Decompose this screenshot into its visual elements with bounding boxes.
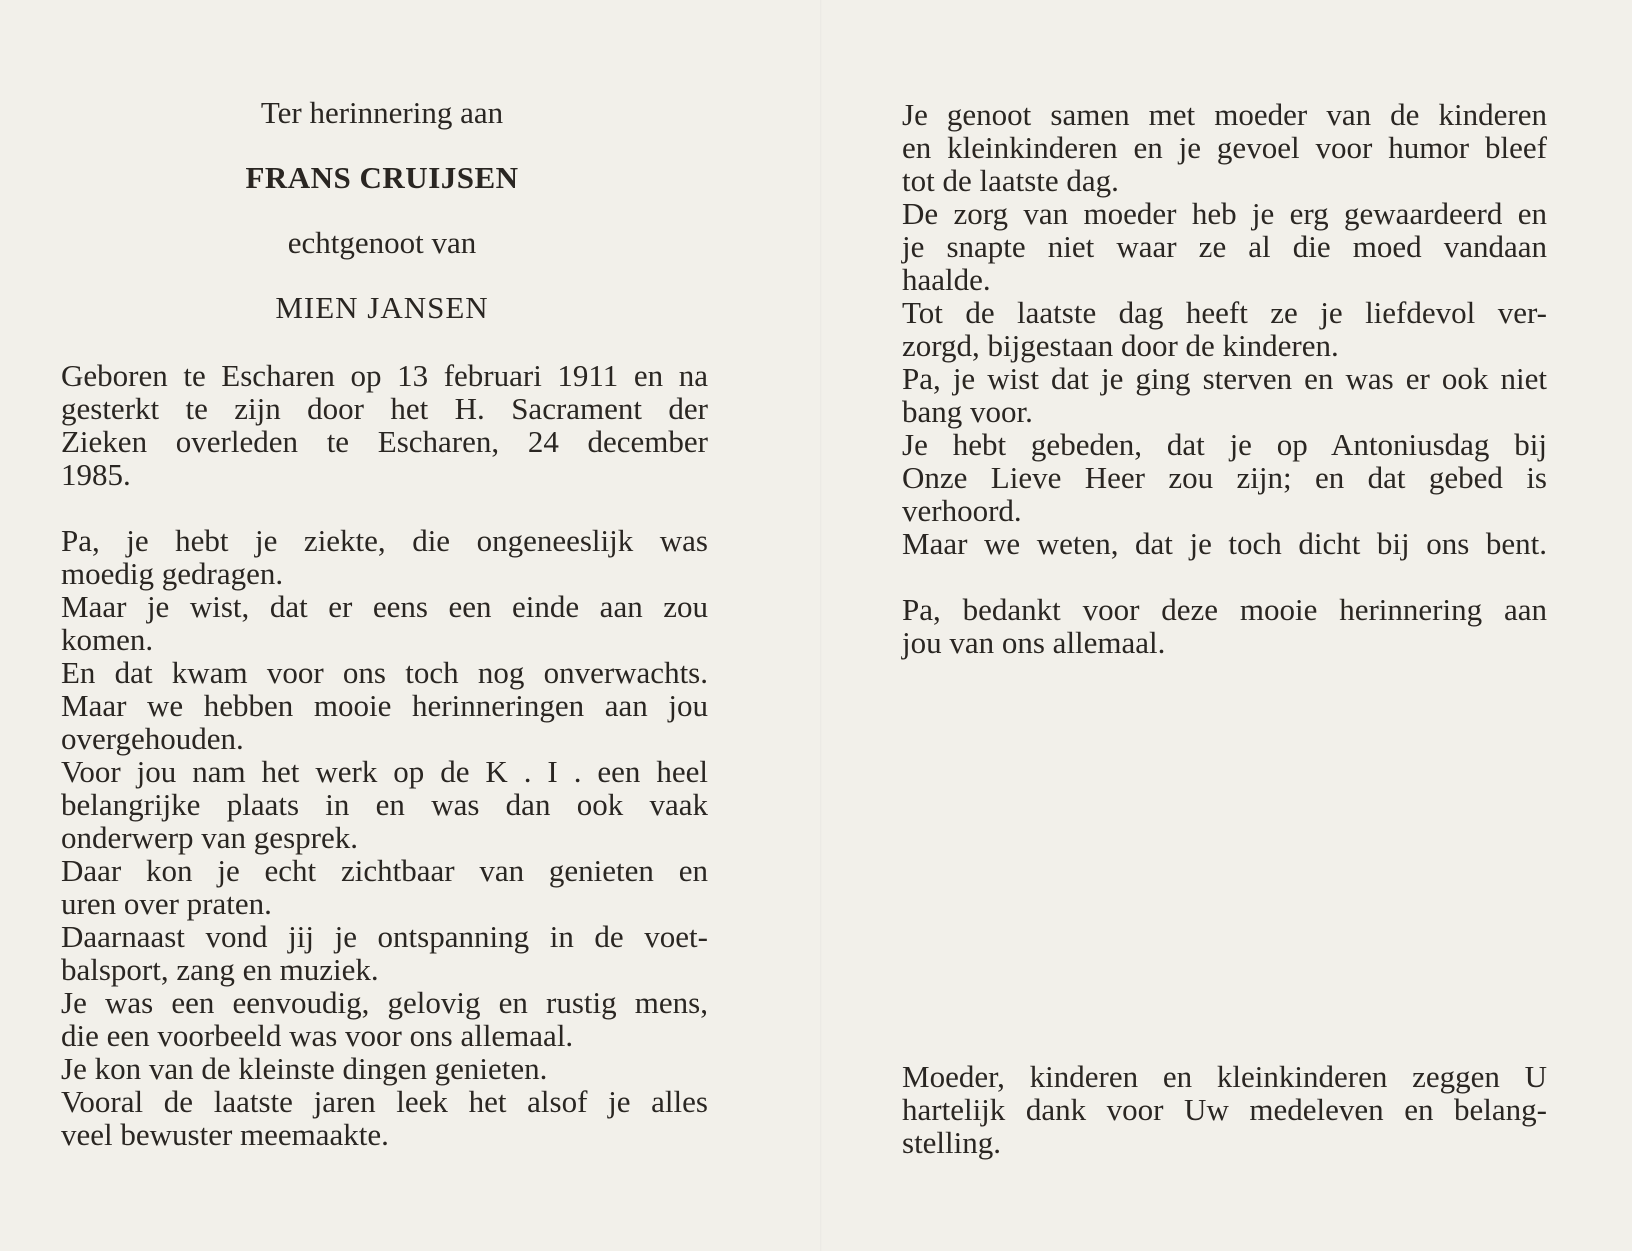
- intro-line: Ter herinnering aan: [260, 95, 504, 130]
- deceased-name: FRANS CRUIJSEN: [245, 160, 519, 195]
- tribute-line: tot de laatste dag.: [902, 163, 1119, 198]
- tribute-line: Maar je wist, dat er eens een einde aan zou: [61, 589, 708, 624]
- spouse-name: MIEN JANSEN: [275, 290, 489, 325]
- tribute-line: balsport, zang en muziek.: [61, 952, 379, 987]
- acknowledgement-line: Moeder, kinderen en kleinkinderen zeggen U: [902, 1059, 1547, 1094]
- tribute-line: De zorg van moeder heb je erg gewaardeerd en: [902, 196, 1547, 231]
- tribute-line: overgehouden.: [61, 721, 244, 756]
- tribute-line: zorgd, bijgestaan door de kinderen.: [902, 328, 1339, 363]
- tribute-line: Onze Lieve Heer zou zijn; en dat gebed is: [902, 460, 1547, 495]
- tribute-line: Je genoot samen met moeder van de kinderen: [902, 97, 1547, 132]
- tribute-line: Pa, je wist dat je ging sterven en was er ook niet: [902, 361, 1547, 396]
- tribute-line: veel bewuster meemaakte.: [61, 1117, 389, 1152]
- tribute-line: komen.: [61, 622, 154, 657]
- tribute-line: belangrijke plaats in en was dan ook vaak: [61, 787, 708, 822]
- tribute-line: onderwerp van gesprek.: [61, 820, 358, 855]
- tribute-line: Maar we hebben mooie herinneringen aan jou: [61, 688, 708, 723]
- birth-death-line: gesterkt te zijn door het H. Sacrament der: [61, 391, 708, 426]
- birth-death-line: Geboren te Escharen op 13 februari 1911 en na: [61, 358, 708, 393]
- acknowledgement-line: hartelijk dank voor Uw medeleven en belang-: [902, 1092, 1547, 1127]
- thanks-line: jou van ons allemaal.: [902, 625, 1166, 660]
- card-fold: [820, 0, 822, 1251]
- tribute-line: die een voorbeeld was voor ons allemaal.: [61, 1018, 574, 1053]
- tribute-line: En dat kwam voor ons toch nog onverwachts.: [61, 655, 708, 690]
- birth-death-line: Zieken overleden te Escharen, 24 december: [61, 424, 708, 459]
- tribute-line: Pa, je hebt je ziekte, die ongeneeslijk was: [61, 523, 708, 558]
- thanks-line: Pa, bedankt voor deze mooie herinnering aan: [902, 592, 1547, 627]
- tribute-line: en kleinkinderen en je gevoel voor humor bleef: [902, 130, 1547, 165]
- relation-line: echtgenoot van: [287, 225, 477, 260]
- tribute-line: Vooral de laatste jaren leek het alsof je alles: [61, 1084, 708, 1119]
- tribute-line: Maar we weten, dat je toch dicht bij ons bent.: [902, 526, 1547, 561]
- tribute-line: haalde.: [902, 262, 991, 297]
- tribute-line: Daar kon je echt zichtbaar van genieten en: [61, 853, 708, 888]
- tribute-line: Je was een eenvoudig, gelovig en rustig mens,: [61, 985, 708, 1020]
- tribute-line: Voor jou nam het werk op de K . I . een heel: [61, 754, 708, 789]
- tribute-line: Je hebt gebeden, dat je op Antoniusdag bij: [902, 427, 1547, 462]
- tribute-line: Tot de laatste dag heeft ze je liefdevol ver-: [902, 295, 1547, 330]
- birth-death-line: 1985.: [61, 457, 131, 492]
- tribute-line: je snapte niet waar ze al die moed vandaan: [902, 229, 1547, 264]
- tribute-line: Je kon van de kleinste dingen genieten.: [61, 1051, 548, 1086]
- tribute-line: bang voor.: [902, 394, 1033, 429]
- tribute-line: moedig gedragen.: [61, 556, 284, 591]
- tribute-line: uren over praten.: [61, 886, 272, 921]
- tribute-line: Daarnaast vond jij je ontspanning in de voet-: [61, 919, 708, 954]
- tribute-line: verhoord.: [902, 493, 1022, 528]
- acknowledgement-line: stelling.: [902, 1125, 1002, 1160]
